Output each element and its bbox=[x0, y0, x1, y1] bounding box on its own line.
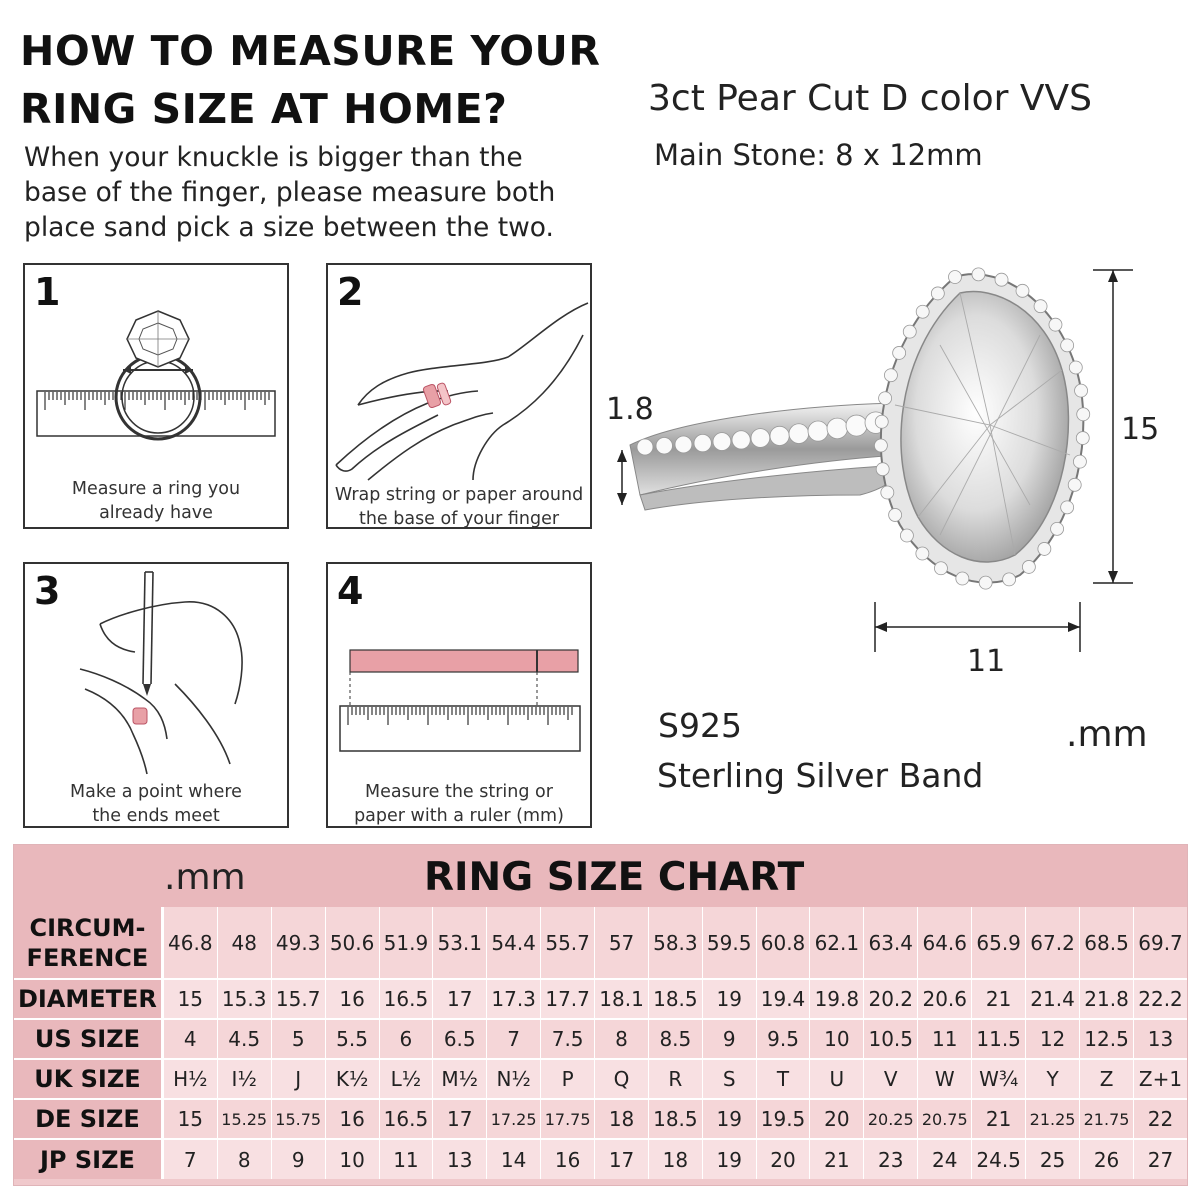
row-label-line: FERENCE bbox=[26, 943, 149, 972]
stone-width-label: 11 bbox=[967, 644, 1006, 679]
size-cell: 7.5 bbox=[541, 1019, 595, 1059]
table-row bbox=[14, 1019, 1187, 1059]
title-line: HOW TO MEASURE YOUR bbox=[20, 27, 601, 75]
size-cell: 53.1 bbox=[433, 907, 487, 979]
size-cell: Z+1 bbox=[1134, 1059, 1187, 1099]
size-cell: 18.5 bbox=[648, 1099, 702, 1139]
size-cell: 4 bbox=[162, 1019, 217, 1059]
caption-line: Measure a ring you bbox=[71, 479, 241, 499]
size-cell: P bbox=[541, 1059, 595, 1099]
size-cell: 14 bbox=[487, 1139, 541, 1179]
size-cell: 13 bbox=[1134, 1019, 1187, 1059]
instructions-text bbox=[24, 140, 604, 245]
size-cell: 21.75 bbox=[1080, 1099, 1134, 1139]
size-cell: 20 bbox=[756, 1139, 810, 1179]
size-cell: 22 bbox=[1134, 1099, 1187, 1139]
row-label bbox=[14, 1139, 162, 1179]
size-cell: 10 bbox=[325, 1139, 379, 1179]
size-cell: 10.5 bbox=[864, 1019, 918, 1059]
size-cell: 7 bbox=[487, 1019, 541, 1059]
step-panel-4 bbox=[326, 562, 592, 828]
size-cell: 11 bbox=[918, 1019, 972, 1059]
size-cell: 19.5 bbox=[756, 1099, 810, 1139]
size-cell: 20.6 bbox=[918, 979, 972, 1019]
size-cell: 7 bbox=[162, 1139, 217, 1179]
size-cell: 60.8 bbox=[756, 907, 810, 979]
size-cell: 19 bbox=[702, 1099, 756, 1139]
size-cell: 6 bbox=[379, 1019, 433, 1059]
size-cell: 16.5 bbox=[379, 1099, 433, 1139]
step-panel-2 bbox=[326, 263, 592, 529]
size-cell: Z bbox=[1080, 1059, 1134, 1099]
step-caption bbox=[25, 477, 287, 525]
size-cell: 63.4 bbox=[864, 907, 918, 979]
size-cell: 21 bbox=[810, 1139, 864, 1179]
size-cell: 67.2 bbox=[1026, 907, 1080, 979]
size-cell: Q bbox=[595, 1059, 649, 1099]
size-cell: 54.4 bbox=[487, 907, 541, 979]
size-cell: 15 bbox=[162, 1099, 217, 1139]
size-cell: 18.5 bbox=[648, 979, 702, 1019]
step-caption bbox=[25, 780, 287, 828]
size-cell: 17 bbox=[595, 1139, 649, 1179]
caption-line: already have bbox=[99, 503, 213, 523]
row-label bbox=[14, 979, 162, 1019]
size-cell: 11 bbox=[379, 1139, 433, 1179]
size-cell: 62.1 bbox=[810, 907, 864, 979]
caption-line: Measure the string or bbox=[365, 782, 553, 802]
title-line: RING SIZE AT HOME? bbox=[20, 85, 508, 133]
size-cell: 24 bbox=[918, 1139, 972, 1179]
caption-line: paper with a ruler (mm) bbox=[354, 806, 564, 826]
size-cell: 5 bbox=[271, 1019, 325, 1059]
size-cell: 26 bbox=[1080, 1139, 1134, 1179]
size-cell: 15 bbox=[162, 979, 217, 1019]
stone-size: Main Stone: 8 x 12mm bbox=[654, 138, 983, 172]
size-cell: 21 bbox=[972, 979, 1026, 1019]
ring-product-image bbox=[600, 255, 1200, 700]
size-cell: 17.7 bbox=[541, 979, 595, 1019]
size-cell: 58.3 bbox=[648, 907, 702, 979]
size-cell: 11.5 bbox=[972, 1019, 1026, 1059]
size-cell: 4.5 bbox=[217, 1019, 271, 1059]
size-cell: 25 bbox=[1026, 1139, 1080, 1179]
size-cell: W bbox=[918, 1059, 972, 1099]
table-row bbox=[14, 979, 1187, 1019]
row-label bbox=[14, 1059, 162, 1099]
size-cell: 9.5 bbox=[756, 1019, 810, 1059]
size-cell: 21.8 bbox=[1080, 979, 1134, 1019]
table-row bbox=[14, 907, 1187, 979]
stone-height-label: 15 bbox=[1121, 412, 1160, 447]
unit-label: .mm bbox=[1066, 714, 1148, 755]
size-cell: 18 bbox=[595, 1099, 649, 1139]
size-cell: 69.7 bbox=[1134, 907, 1187, 979]
size-cell: S bbox=[702, 1059, 756, 1099]
page-title bbox=[20, 22, 620, 138]
size-cell: 17.25 bbox=[487, 1099, 541, 1139]
size-cell: 50.6 bbox=[325, 907, 379, 979]
size-cell: L½ bbox=[379, 1059, 433, 1099]
size-cell: K½ bbox=[325, 1059, 379, 1099]
size-cell: 64.6 bbox=[918, 907, 972, 979]
size-cell: 17 bbox=[433, 979, 487, 1019]
step-number: 3 bbox=[34, 569, 61, 613]
size-cell: 49.3 bbox=[271, 907, 325, 979]
size-cell: 9 bbox=[271, 1139, 325, 1179]
row-label bbox=[14, 1099, 162, 1139]
size-cell: 5.5 bbox=[325, 1019, 379, 1059]
size-cell: 46.8 bbox=[162, 907, 217, 979]
size-cell: 19.4 bbox=[756, 979, 810, 1019]
size-cell: Y bbox=[1026, 1059, 1080, 1099]
size-cell: 65.9 bbox=[972, 907, 1026, 979]
stone-title: 3ct Pear Cut D color VVS bbox=[648, 78, 1093, 119]
row-label bbox=[14, 907, 162, 979]
size-cell: 21.25 bbox=[1026, 1099, 1080, 1139]
row-label bbox=[14, 1019, 162, 1059]
caption-line: the ends meet bbox=[92, 806, 220, 826]
size-cell: 20.2 bbox=[864, 979, 918, 1019]
step-panel-1 bbox=[23, 263, 289, 529]
step-panel-3 bbox=[23, 562, 289, 828]
step-caption bbox=[328, 780, 590, 828]
size-cell: 8 bbox=[217, 1139, 271, 1179]
ring-size-chart bbox=[13, 844, 1188, 1186]
row-label-line: CIRCUM- bbox=[29, 913, 146, 942]
size-cell: J bbox=[271, 1059, 325, 1099]
size-cell: 57 bbox=[595, 907, 649, 979]
size-cell: 15.3 bbox=[217, 979, 271, 1019]
size-cell: 51.9 bbox=[379, 907, 433, 979]
size-cell: T bbox=[756, 1059, 810, 1099]
table-row bbox=[14, 1139, 1187, 1179]
size-cell: 6.5 bbox=[433, 1019, 487, 1059]
size-cell: 22.2 bbox=[1134, 979, 1187, 1019]
size-cell: 27 bbox=[1134, 1139, 1187, 1179]
size-cell: 20 bbox=[810, 1099, 864, 1139]
row-label-line: US SIZE bbox=[34, 1025, 140, 1053]
instructions-line: place sand pick a size between the two. bbox=[24, 212, 554, 243]
size-cell: U bbox=[810, 1059, 864, 1099]
step-number: 2 bbox=[337, 270, 364, 314]
chart-header bbox=[14, 845, 1187, 907]
step-caption bbox=[328, 483, 590, 531]
size-cell: 16 bbox=[325, 1099, 379, 1139]
size-cell: 10 bbox=[810, 1019, 864, 1059]
size-cell: 20.75 bbox=[918, 1099, 972, 1139]
table-row bbox=[14, 1059, 1187, 1099]
material-code: S925 bbox=[658, 706, 742, 745]
size-cell: 18 bbox=[648, 1139, 702, 1179]
size-cell: 20.25 bbox=[864, 1099, 918, 1139]
size-cell: 55.7 bbox=[541, 907, 595, 979]
size-cell: 19 bbox=[702, 1139, 756, 1179]
size-cell: H½ bbox=[162, 1059, 217, 1099]
size-cell: 13 bbox=[433, 1139, 487, 1179]
size-cell: R bbox=[648, 1059, 702, 1099]
size-cell: 15.75 bbox=[271, 1099, 325, 1139]
row-label-line: DIAMETER bbox=[17, 985, 157, 1013]
size-cell: 21.4 bbox=[1026, 979, 1080, 1019]
chart-title: RING SIZE CHART bbox=[424, 855, 805, 900]
size-cell: I½ bbox=[217, 1059, 271, 1099]
size-cell: 15.25 bbox=[217, 1099, 271, 1139]
table-row bbox=[14, 1099, 1187, 1139]
material-description: Sterling Silver Band bbox=[657, 756, 984, 795]
size-cell: 24.5 bbox=[972, 1139, 1026, 1179]
size-cell: V bbox=[864, 1059, 918, 1099]
size-cell: 68.5 bbox=[1080, 907, 1134, 979]
step-number: 1 bbox=[34, 270, 61, 314]
size-cell: 12.5 bbox=[1080, 1019, 1134, 1059]
size-cell: W¾ bbox=[972, 1059, 1026, 1099]
size-table bbox=[14, 907, 1187, 1179]
size-cell: 9 bbox=[702, 1019, 756, 1059]
instructions-line: base of the finger, please measure both bbox=[24, 177, 556, 208]
size-cell: 16.5 bbox=[379, 979, 433, 1019]
step-number: 4 bbox=[337, 569, 364, 613]
size-cell: 17 bbox=[433, 1099, 487, 1139]
instructions-line: When your knuckle is bigger than the bbox=[24, 142, 523, 173]
size-cell: 23 bbox=[864, 1139, 918, 1179]
band-width-label: 1.8 bbox=[606, 392, 654, 427]
size-cell: N½ bbox=[487, 1059, 541, 1099]
caption-line: Make a point where bbox=[70, 782, 242, 802]
size-cell: 8 bbox=[595, 1019, 649, 1059]
size-cell: 59.5 bbox=[702, 907, 756, 979]
size-cell: 17.3 bbox=[487, 979, 541, 1019]
row-label-line: DE SIZE bbox=[35, 1105, 140, 1133]
size-cell: 21 bbox=[972, 1099, 1026, 1139]
caption-line: Wrap string or paper around bbox=[334, 485, 584, 505]
size-cell: 19.8 bbox=[810, 979, 864, 1019]
size-cell: 48 bbox=[217, 907, 271, 979]
size-cell: 17.75 bbox=[541, 1099, 595, 1139]
row-label-line: UK SIZE bbox=[34, 1065, 141, 1093]
size-cell: 12 bbox=[1026, 1019, 1080, 1059]
size-cell: 16 bbox=[325, 979, 379, 1019]
row-label-line: JP SIZE bbox=[39, 1145, 135, 1174]
size-cell: 8.5 bbox=[648, 1019, 702, 1059]
size-cell: 18.1 bbox=[595, 979, 649, 1019]
size-cell: 15.7 bbox=[271, 979, 325, 1019]
size-cell: 16 bbox=[541, 1139, 595, 1179]
size-cell: M½ bbox=[433, 1059, 487, 1099]
caption-line: the base of your finger bbox=[358, 509, 560, 529]
chart-unit: .mm bbox=[164, 857, 246, 898]
size-cell: 19 bbox=[702, 979, 756, 1019]
